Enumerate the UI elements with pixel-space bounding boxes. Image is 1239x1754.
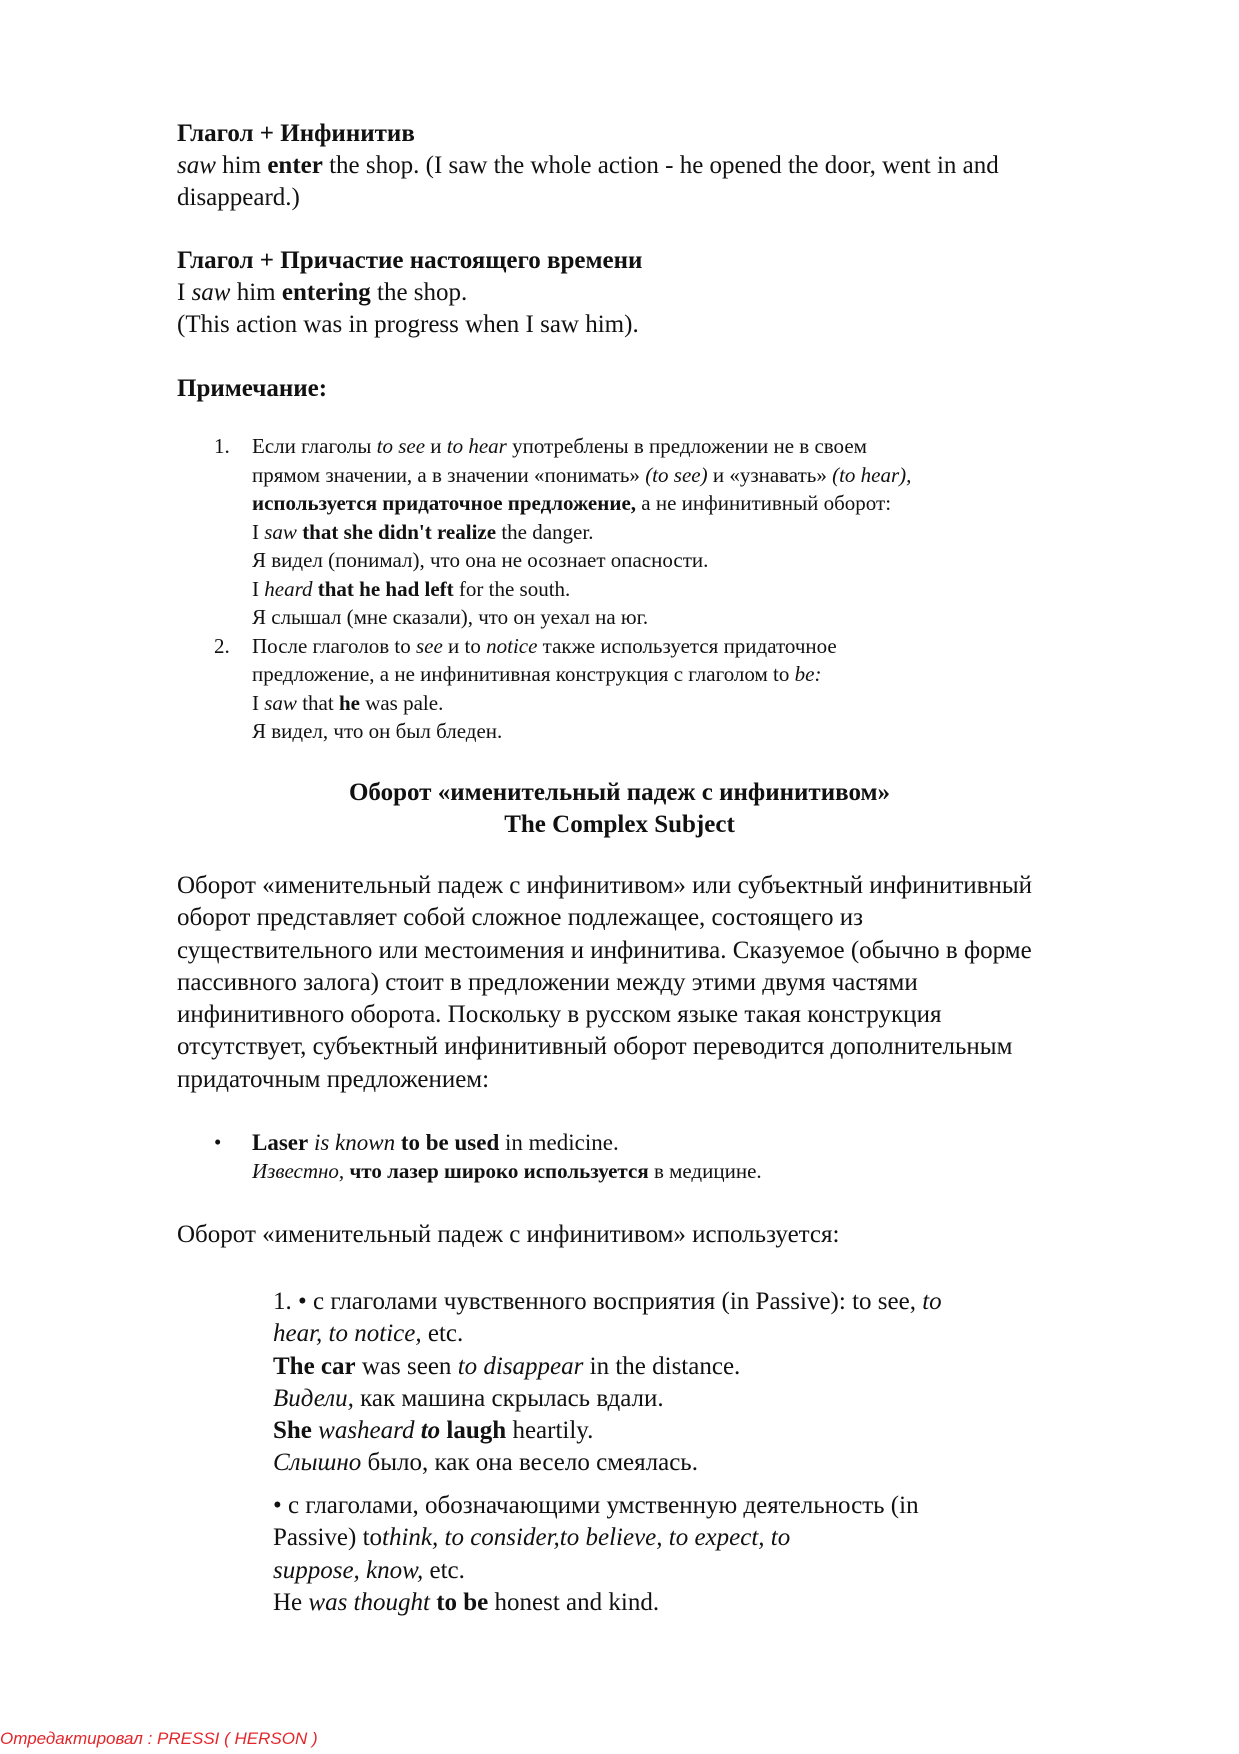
note-example: I saw that he was pale. xyxy=(252,690,444,715)
text: him xyxy=(230,279,282,306)
explanation-paragraph xyxy=(177,870,1147,1096)
section-title-english: The Complex Subject xyxy=(504,811,735,838)
note-item-1 xyxy=(214,432,1074,632)
example-translation: Известно, что лазер широко используется в медицине. xyxy=(252,1159,762,1183)
note-line: Если глаголы to see и to hear употреблены в предложении не в своем xyxy=(252,434,867,458)
usage-translation: Видели, как машина скрылась вдали. xyxy=(273,1384,664,1412)
paragraph-line: оборот представляет собой сложное подлежащее, состоящего из xyxy=(177,904,863,932)
text: the shop. (I saw the whole action - he opened the door, went in and xyxy=(322,152,999,179)
verb-italic: saw xyxy=(177,152,216,179)
paragraph-line: инфинитивного оборота. Поскольку в русском языке такая конструкция xyxy=(177,1001,942,1029)
participle-bold: entering xyxy=(281,279,371,306)
usage-line: suppose, know, etc. xyxy=(273,1556,465,1584)
text: him xyxy=(215,152,268,179)
note-line: предложение, а не инфинитивная конструкция с глаголом to be: xyxy=(252,662,822,686)
bullet-icon: • xyxy=(214,1130,222,1154)
usage-example: She washeard to laugh heartily. xyxy=(273,1417,594,1445)
note-item-2 xyxy=(214,632,1074,746)
paragraph-line: Оборот «именительный падеж с инфинитивом» или субъектный инфинитивный xyxy=(177,872,1033,899)
usage-line: • с глаголами, обозначающими умственную деятельность (in xyxy=(273,1492,919,1519)
usage-block-perception xyxy=(273,1286,1093,1480)
usage-translation: Слышно было, как она весело смеялась. xyxy=(273,1449,698,1477)
note-line: прямом значении, а в значении «понимать» (to see) и «узнавать» (to hear), xyxy=(252,462,912,487)
example-line xyxy=(177,277,467,309)
usage-intro: Оборот «именительный падеж с инфинитивом» используется: xyxy=(177,1221,840,1248)
usage-line: Passive) tothink, to consider,to believe, to expect, to xyxy=(273,1524,791,1552)
section-title-russian: Оборот «именительный падеж с инфинитивом» xyxy=(348,779,890,806)
usage-example: He was thought to be honest and kind. xyxy=(273,1588,660,1616)
section-heading-verb-infinitive: Глагол + Инфинитив xyxy=(177,120,415,147)
example-sentence: Laser is known to be used in medicine. xyxy=(252,1130,619,1155)
paragraph-line: придаточным предложением: xyxy=(177,1065,490,1093)
example-line: (This action was in progress when I saw him). xyxy=(177,311,639,338)
note-translation: Я слышал (мне сказали), что он уехал на юг. xyxy=(252,605,649,629)
usage-line: 1. • с глаголами чувственного восприятия (in Passive): to see, to xyxy=(273,1288,942,1315)
section-heading-verb-participle: Глагол + Причастие настоящего времени xyxy=(177,247,643,274)
list-number: 1. xyxy=(214,434,230,458)
usage-line: hear, to notice, etc. xyxy=(273,1320,464,1348)
note-example: I saw that she didn't realize the danger. xyxy=(252,519,594,544)
note-list xyxy=(214,432,1074,746)
example-line xyxy=(177,150,999,182)
usage-block-mental xyxy=(273,1490,1093,1619)
note-heading: Примечание: xyxy=(177,375,328,402)
bullet-example xyxy=(214,1128,1114,1186)
editor-credit-footer: Отредактировал : PRESSI ( HERSON ) xyxy=(0,1729,318,1748)
text: I xyxy=(177,279,192,306)
note-translation: Я видел, что он был бледен. xyxy=(252,719,503,743)
usage-example: The car was seen to disappear in the distance. xyxy=(273,1352,741,1380)
paragraph-line: пассивного залога) стоит в предложении между этими двумя частями xyxy=(177,968,918,996)
note-line: используется придаточное предложение, а не инфинитивный оборот: xyxy=(252,491,892,515)
note-example: I heard that he had left for the south. xyxy=(252,576,571,601)
example-line: disappeard.) xyxy=(177,184,300,211)
infinitive-bold: enter xyxy=(267,152,323,179)
note-line: После глаголов to see и to notice также используется придаточное xyxy=(252,633,837,658)
paragraph-line: существительного или местоимения и инфинитива. Сказуемое (обычно в форме xyxy=(177,936,1032,964)
list-number: 2. xyxy=(214,633,230,658)
verb-italic: saw xyxy=(191,279,231,306)
paragraph-line: отсутствует, субъектный инфинитивный оборот переводится дополнительным xyxy=(177,1033,1013,1061)
text: the shop. xyxy=(370,279,468,306)
note-translation: Я видел (понимал), что она не осознает опасности. xyxy=(252,548,709,572)
